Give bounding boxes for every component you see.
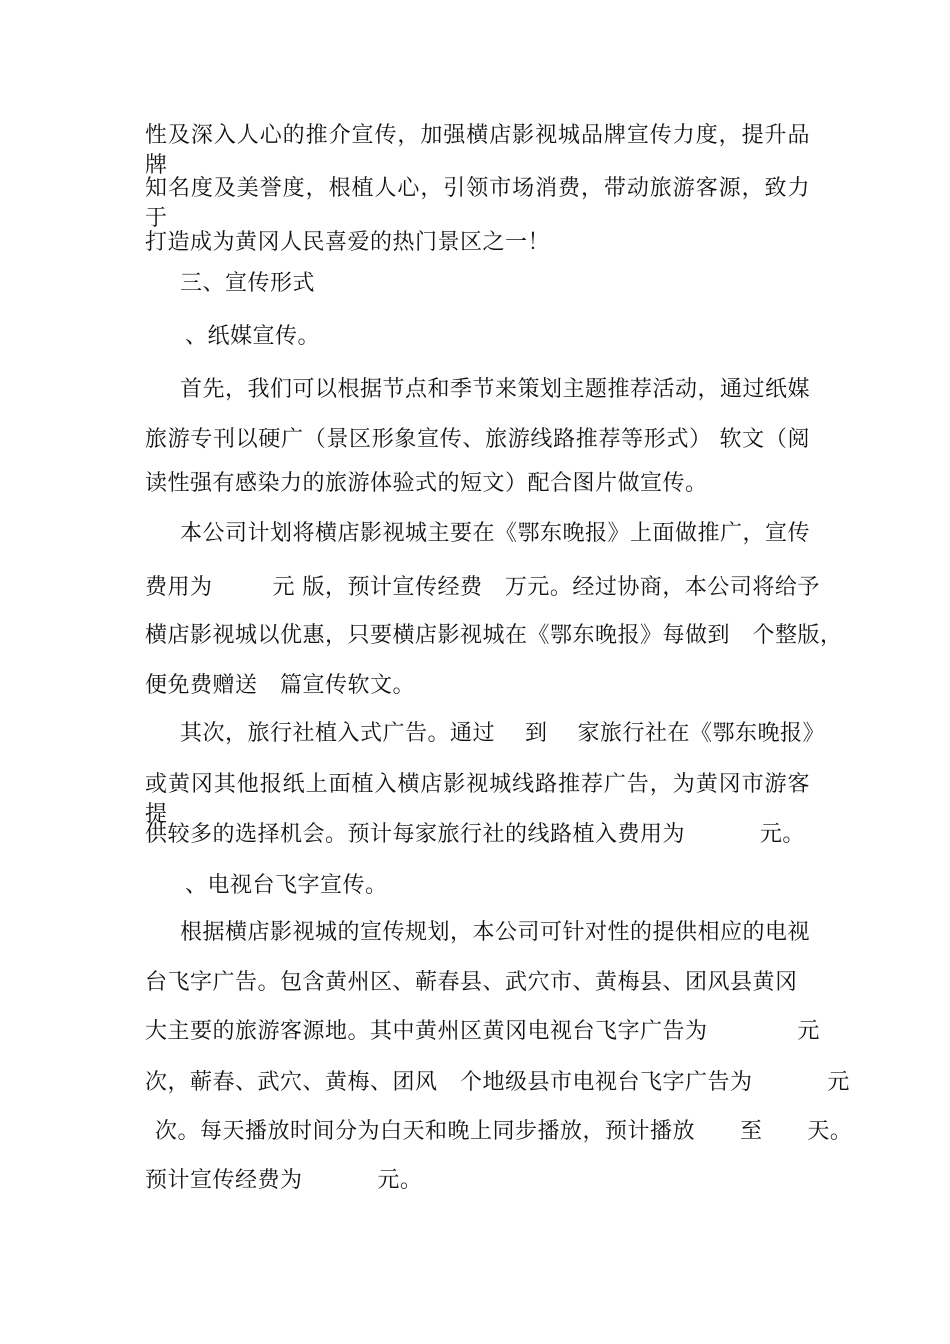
paragraph-line: 预计宣传经费为 元。 <box>145 1168 423 1193</box>
paragraph-line: 性及深入人心的推介宣传，加强横店影视城品牌宣传力度，提升品牌 <box>145 123 810 178</box>
subsection-heading: 、纸媒宣传。 <box>185 324 321 349</box>
paragraph-line: 其次，旅行社植入式广告。通过 到 家旅行社在《鄂东晚报》 <box>180 721 825 746</box>
paragraph-line: 旅游专刊以硬广（景区形象宣传、旅游线路推荐等形式） 软文（阅 <box>145 427 810 452</box>
paragraph-line: 供较多的选择机会。预计每家旅行社的线路植入费用为 元。 <box>145 822 805 847</box>
paragraph-line: 便免费赠送 篇宣传软文。 <box>145 673 415 698</box>
paragraph-line: 或黄冈其他报纸上面植入横店影视城线路推荐广告，为黄冈市游客提 <box>145 772 810 827</box>
paragraph-line: 次。每天播放时间分为白天和晚上同步播放，预计播放 至 天。 <box>155 1119 853 1144</box>
paragraph-line: 大主要的旅游客源地。其中黄州区黄冈电视台飞字广告为 元 <box>145 1019 820 1044</box>
paragraph-line: 首先，我们可以根据节点和季节来策划主题推荐活动，通过纸媒 <box>180 377 811 402</box>
paragraph-line: 读性强有感染力的旅游体验式的短文）配合图片做宣传。 <box>145 471 708 496</box>
paragraph-line: 本公司计划将横店影视城主要在《鄂东晚报》上面做推广，宣传 <box>180 521 811 546</box>
paragraph-line: 知名度及美誉度，根植人心，引领市场消费，带动旅游客源，致力于 <box>145 176 810 231</box>
paragraph-line: 台飞字广告。包含黄州区、蕲春县、武穴市、黄梅县、团风县黄冈 <box>145 970 798 995</box>
subsection-heading: 、电视台飞字宣传。 <box>185 873 388 898</box>
paragraph-line: 打造成为黄冈人民喜爱的热门景区之一！ <box>145 230 551 255</box>
paragraph-line: 次，蕲春、武穴、黄梅、团风 个地级县市电视台飞字广告为 元 <box>145 1070 850 1095</box>
paragraph-line: 费用为 元 版，预计宣传经费 万元。经过协商，本公司将给予 <box>145 575 820 600</box>
section-heading: 三、宣传形式 <box>180 271 316 296</box>
paragraph-line: 横店影视城以优惠，只要横店影视城在《鄂东晚报》每做到 个整版， <box>145 623 843 648</box>
paragraph-line: 根据横店影视城的宣传规划，本公司可针对性的提供相应的电视 <box>180 920 811 945</box>
